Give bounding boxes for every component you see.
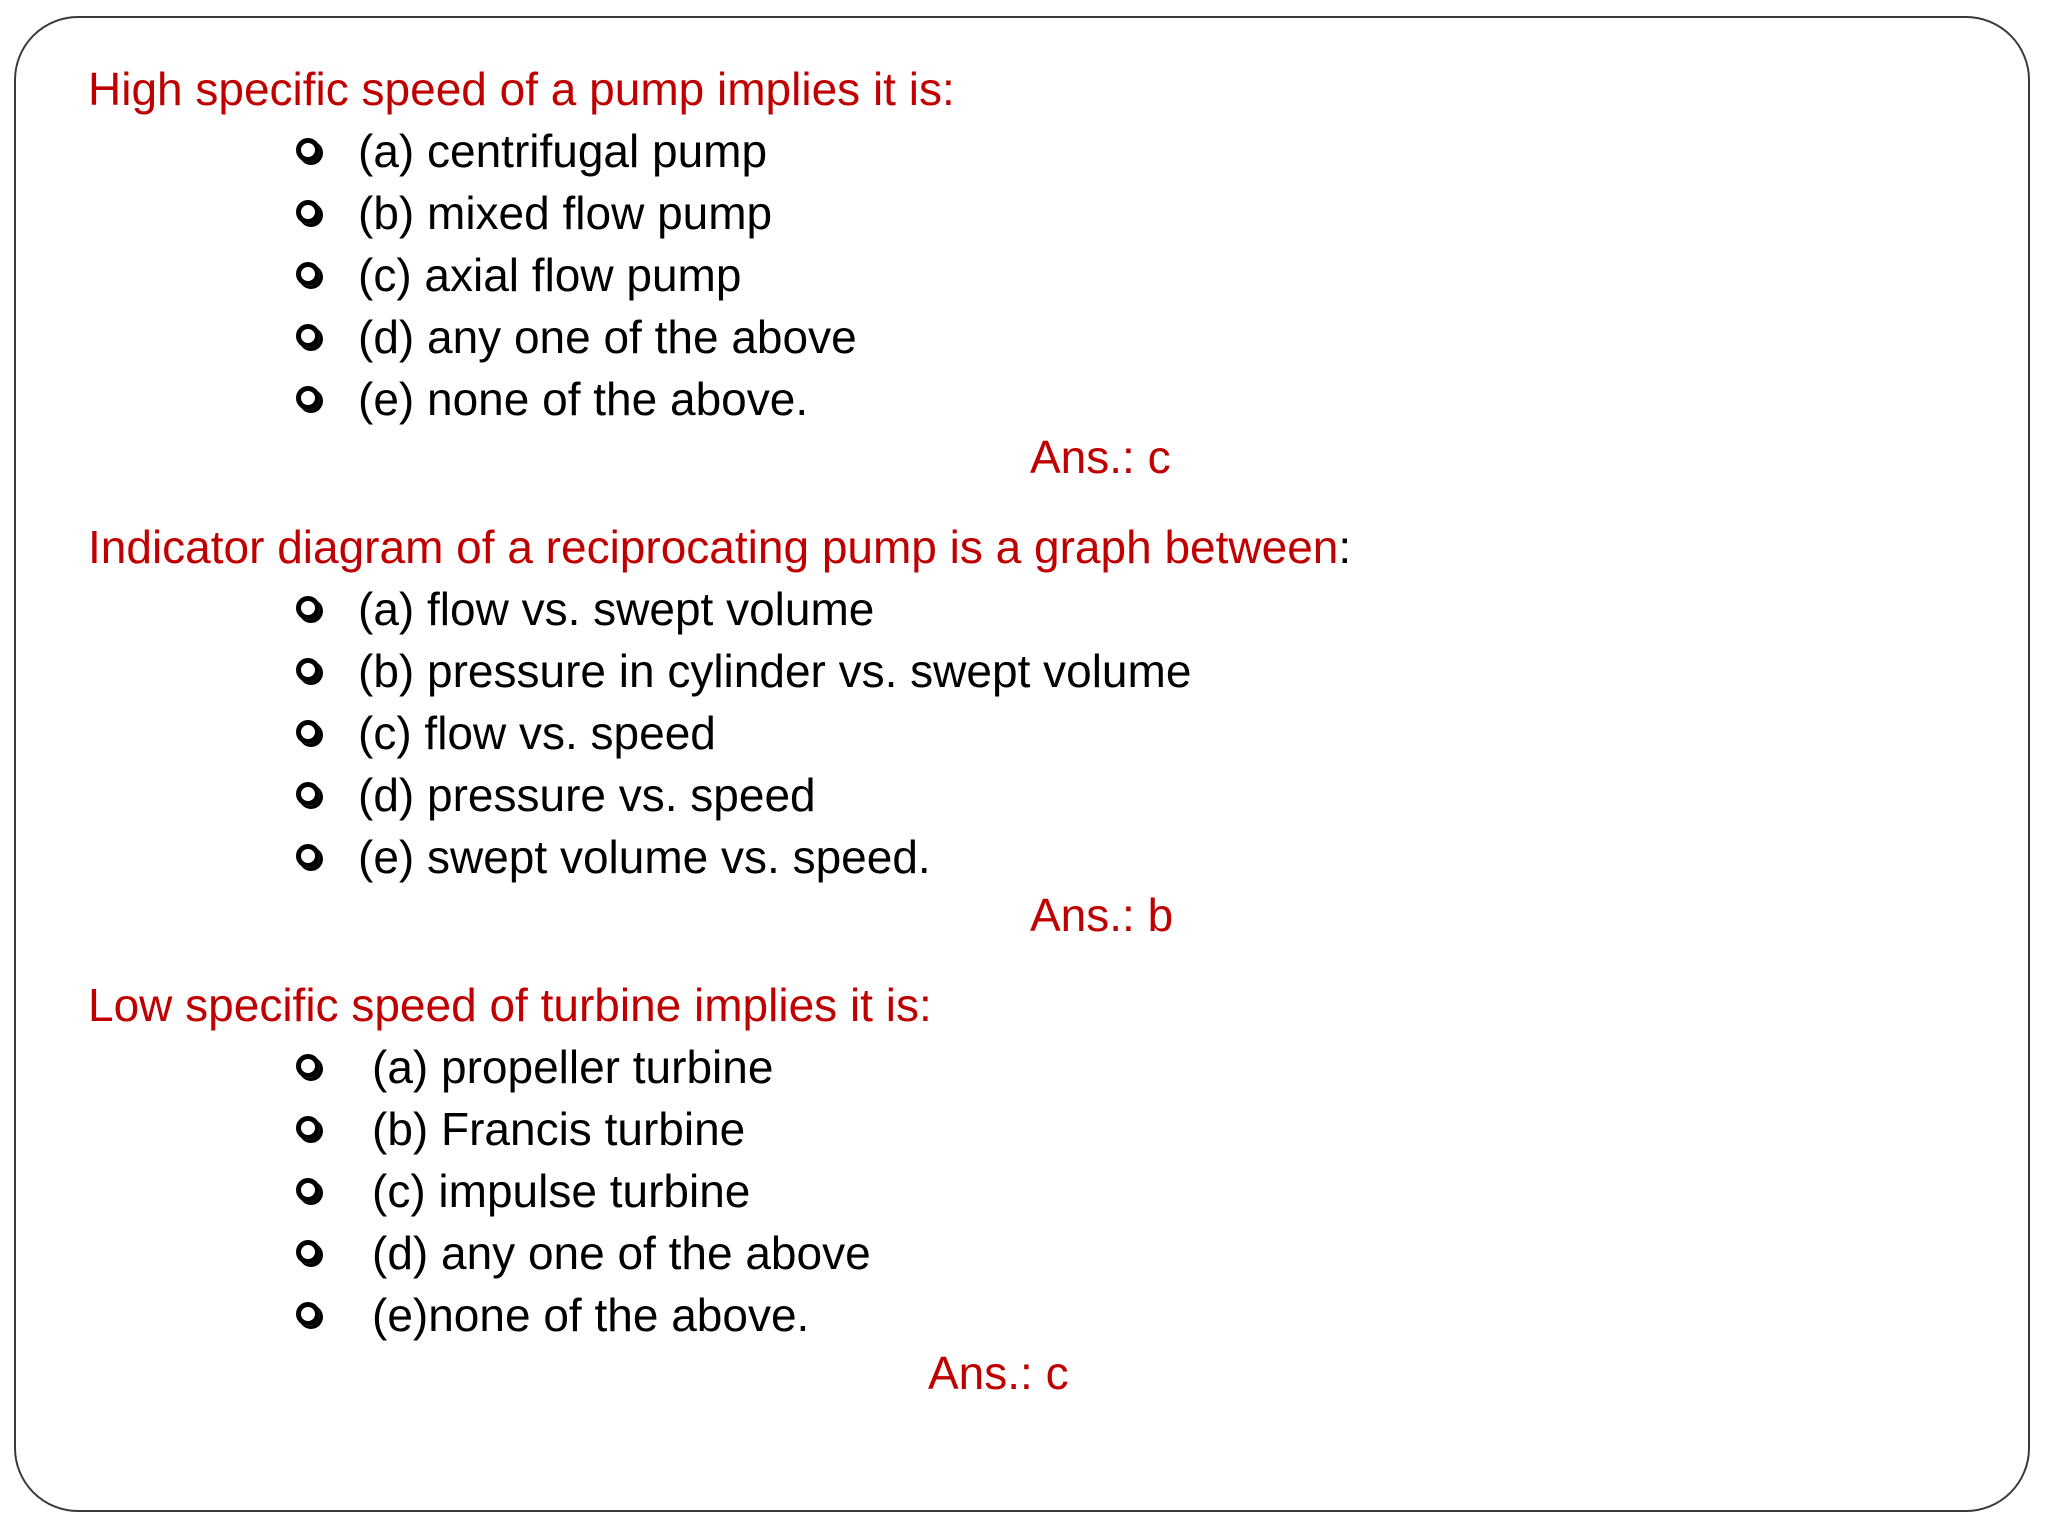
circle-bullet-icon — [296, 138, 320, 162]
question-3-prompt: Low specific speed of turbine implies it is: — [88, 979, 932, 1031]
question-3-answer: Ans.: c — [928, 1347, 1069, 1399]
circle-bullet-icon — [296, 1178, 320, 1202]
circle-bullet-icon — [296, 262, 320, 286]
slide-frame — [14, 16, 2030, 1512]
circle-bullet-icon — [296, 720, 320, 744]
circle-bullet-icon — [296, 844, 320, 868]
question-1-prompt: High specific speed of a pump implies it is: — [88, 63, 955, 115]
question-2-text — [88, 516, 1351, 578]
circle-bullet-icon — [296, 782, 320, 806]
circle-bullet-icon — [296, 1302, 320, 1326]
circle-bullet-icon — [296, 596, 320, 620]
circle-bullet-icon — [296, 1240, 320, 1264]
question-2-answer: Ans.: b — [1030, 889, 1174, 941]
question-3-text — [88, 974, 932, 1036]
question-1-answer: Ans.: c — [1030, 431, 1171, 483]
circle-bullet-icon — [296, 1054, 320, 1078]
question-2-prompt: Indicator diagram of a reciprocating pump is a graph between — [88, 521, 1339, 573]
circle-bullet-icon — [296, 1116, 320, 1140]
question-2-prompt-suffix: : — [1338, 521, 1352, 573]
circle-bullet-icon — [296, 200, 320, 224]
question-1-text — [88, 58, 955, 120]
circle-bullet-icon — [296, 324, 320, 348]
circle-bullet-icon — [296, 386, 320, 410]
circle-bullet-icon — [296, 658, 320, 682]
